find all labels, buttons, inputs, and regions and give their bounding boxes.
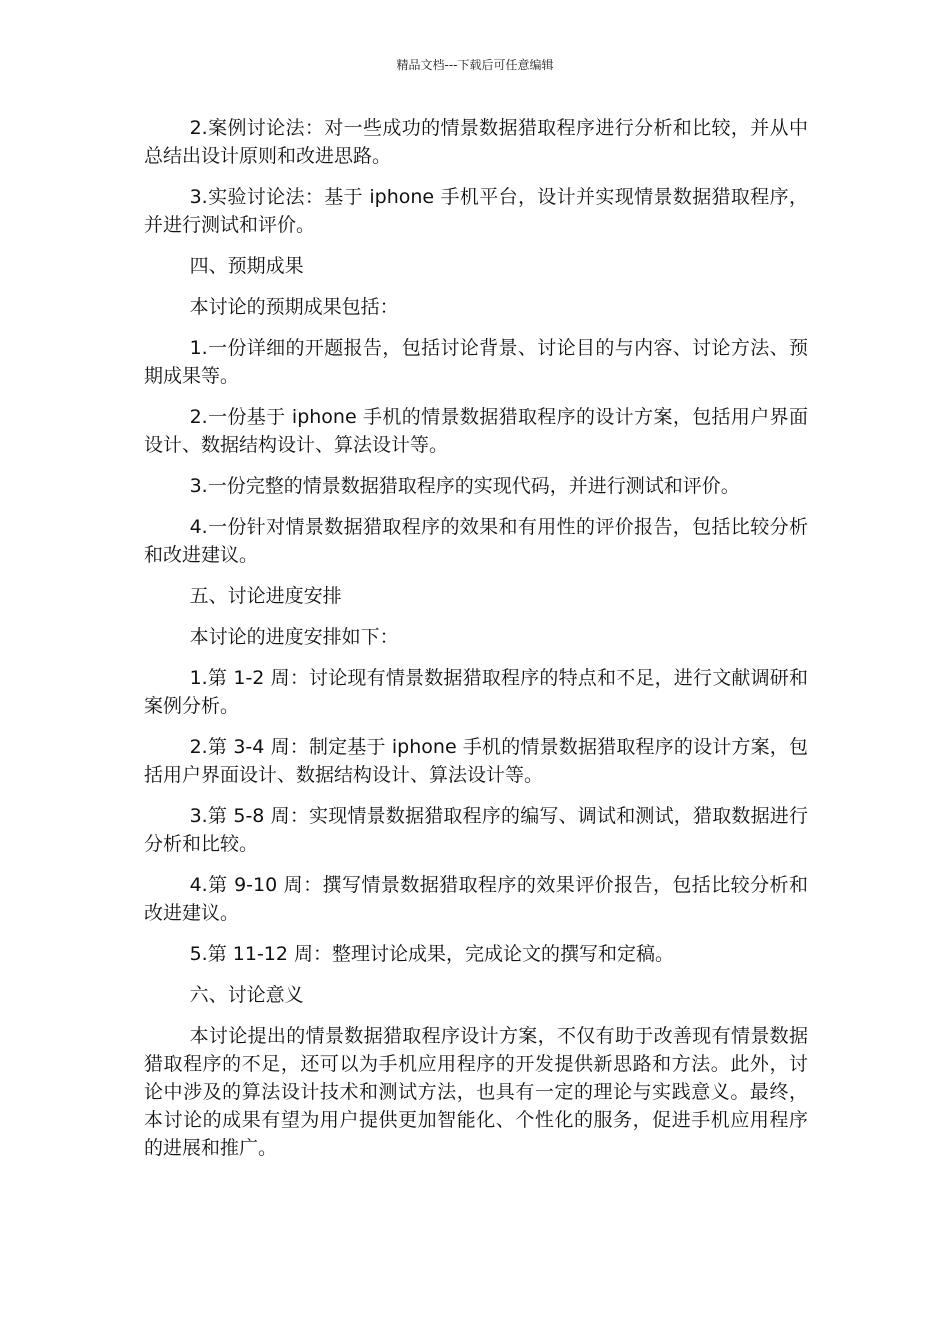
section-heading-expected-results: 四、预期成果 [189,255,304,277]
schedule-item: 2.第 3-4 周：制定基于 iphone 手机的情景数据猎取程序的设计方案，包括用户界面设计、数据结构设计、算法设计等。 [144,736,808,786]
significance-paragraph: 本讨论提出的情景数据猎取程序设计方案，不仅有助于改善现有情景数据猎取程序的不足，还可以为手机应用程序的开发提供新思路和方法。此外，讨论中涉及的算法设计技术和测试方法，也具有一定的理论与实践意义。最终，本讨论的成果有望为用户提供更加智能化、个性化的服务，促进手机应用程序的进展和推广。 [144,1025,808,1159]
schedule-item: 5.第 11-12 周：整理讨论成果，完成论文的撰写和定稿。 [189,943,675,965]
expected-result-item: 3.一份完整的情景数据猎取程序的实现代码，并进行测试和评价。 [189,475,740,497]
expected-results-intro: 本讨论的预期成果包括： [189,296,399,318]
document-body [144,114,808,1162]
expected-result-item: 2.一份基于 iphone 手机的情景数据猎取程序的设计方案，包括用户界面设计、数据结构设计、算法设计等。 [144,406,808,456]
page-header: 精品文档---下载后可任意编辑 [396,58,554,72]
schedule-item: 3.第 5-8 周：实现情景数据猎取程序的编写、调试和测试，猎取数据进行分析和比较。 [144,805,808,855]
expected-result-item: 1.一份详细的开题报告，包括讨论背景、讨论目的与内容、讨论方法、预期成果等。 [144,337,808,387]
method-case-discussion: 2.案例讨论法：对一些成功的情景数据猎取程序进行分析和比较，并从中总结出设计原则和改进思路。 [144,117,808,167]
method-experiment-discussion: 3.实验讨论法：基于 iphone 手机平台，设计并实现情景数据猎取程序，并进行测试和评价。 [144,186,808,236]
schedule-item: 4.第 9-10 周：撰写情景数据猎取程序的效果评价报告，包括比较分析和改进建议。 [144,874,808,924]
expected-result-item: 4.一份针对情景数据猎取程序的效果和有用性的评价报告，包括比较分析和改进建议。 [144,516,808,566]
schedule-intro: 本讨论的进度安排如下： [189,626,399,648]
section-heading-significance: 六、讨论意义 [189,984,304,1006]
section-heading-schedule: 五、讨论进度安排 [189,585,342,607]
schedule-item: 1.第 1-2 周：讨论现有情景数据猎取程序的特点和不足，进行文献调研和案例分析。 [144,667,808,717]
